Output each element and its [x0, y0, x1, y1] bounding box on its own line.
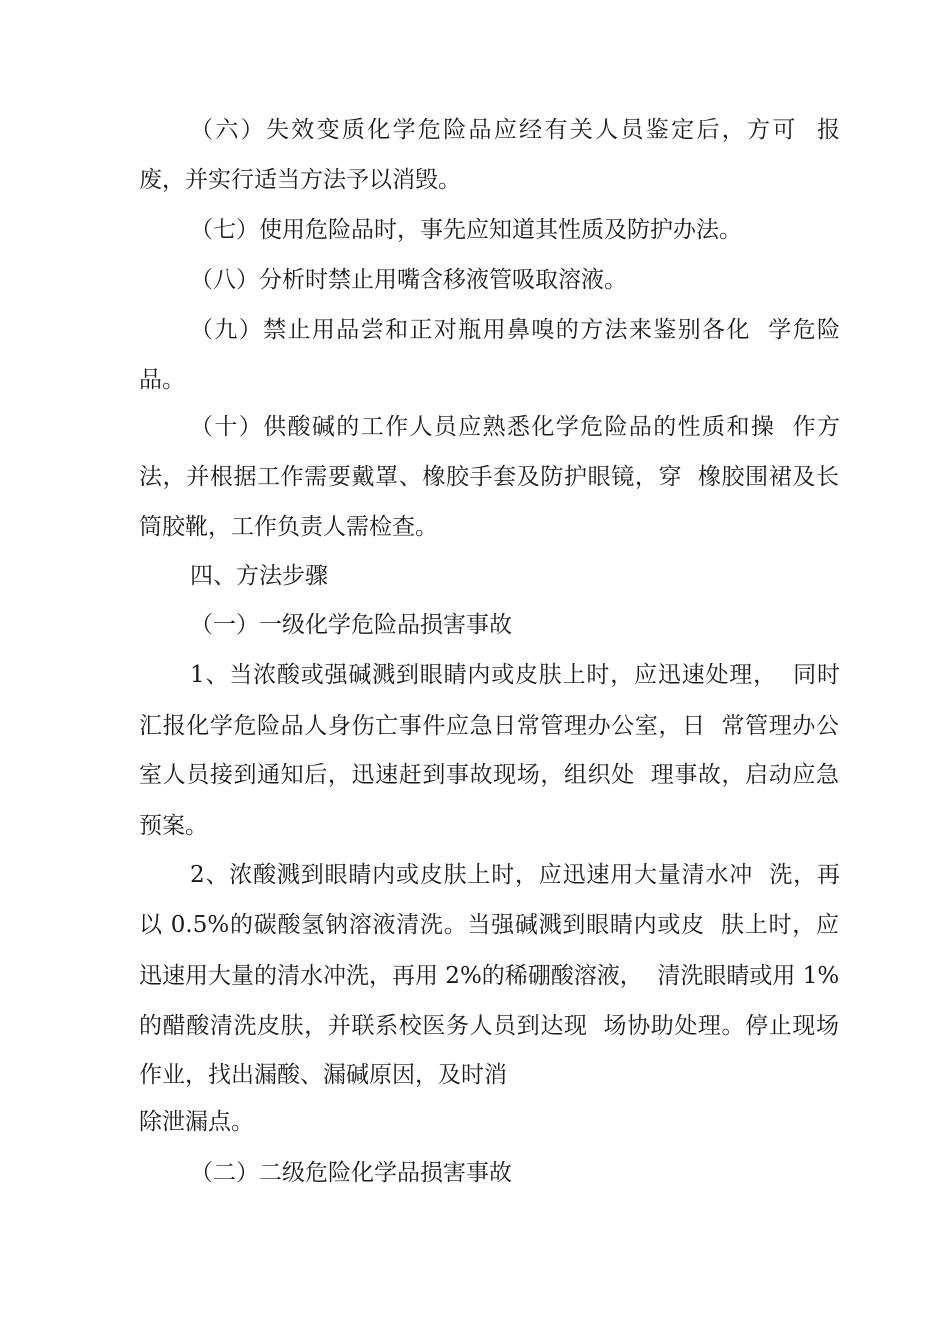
paragraph-line: 法，并根据工作需要戴罩、橡胶手套及防护眼镜，穿 橡胶围裙及长 — [139, 464, 839, 490]
subsection-heading: （一）一级化学危险品损害事故 — [190, 612, 512, 638]
paragraph-line: 室人员接到通知后，迅速赶到事故现场，组织处 理事故，启动应急 — [139, 762, 839, 788]
subsection-heading: （二）二级危险化学品损害事故 — [190, 1160, 512, 1186]
paragraph-line: 作业，找出漏酸、漏碱原因，及时消 — [139, 1062, 507, 1088]
paragraph-line: （七）使用危险品时，事先应知道其性质及防护办法。 — [190, 217, 742, 243]
paragraph-line: 汇报化学危险品人身伤亡事件应急日常管理办公室，日 常管理办公 — [139, 713, 839, 739]
paragraph-line: （八）分析时禁止用嘴含移液管吸取溶液。 — [190, 267, 627, 293]
paragraph-line: 的醋酸清洗皮肤，并联系校医务人员到达现 场协助处理。停止现场 — [139, 1013, 839, 1039]
paragraph-line: 2、浓酸溅到眼睛内或皮肤上时，应迅速用大量清水冲 洗，再 — [190, 862, 840, 888]
paragraph-line: 迅速用大量的清水冲洗，再用 2%的稀硼酸溶液， 清洗眼睛或用 1% — [139, 963, 840, 989]
paragraph-line: 预案。 — [139, 813, 208, 839]
paragraph-line: 除泄漏点。 — [139, 1109, 254, 1135]
paragraph-line: 1、当浓酸或强碱溅到眼睛内或皮肤上时，应迅速处理， 同时 — [190, 662, 840, 688]
paragraph-line: （十）供酸碱的工作人员应熟悉化学危险品的性质和操 作方 — [190, 414, 840, 440]
section-heading: 四、方法步骤 — [190, 563, 328, 589]
paragraph-line: 废，并实行适当方法予以消毁。 — [139, 167, 461, 193]
paragraph-line: （六）失效变质化学危险品应经有关人员鉴定后，方可 报 — [190, 117, 840, 143]
paragraph-line: 品。 — [139, 367, 185, 393]
paragraph-line: 筒胶靴，工作负责人需检查。 — [139, 514, 438, 540]
paragraph-line: （九）禁止用品尝和正对瓶用鼻嗅的方法来鉴别各化 学危险 — [190, 317, 840, 343]
paragraph-line: 以 0.5%的碳酸氢钠溶液清洗。当强碱溅到眼睛内或皮 肤上时，应 — [139, 912, 839, 938]
